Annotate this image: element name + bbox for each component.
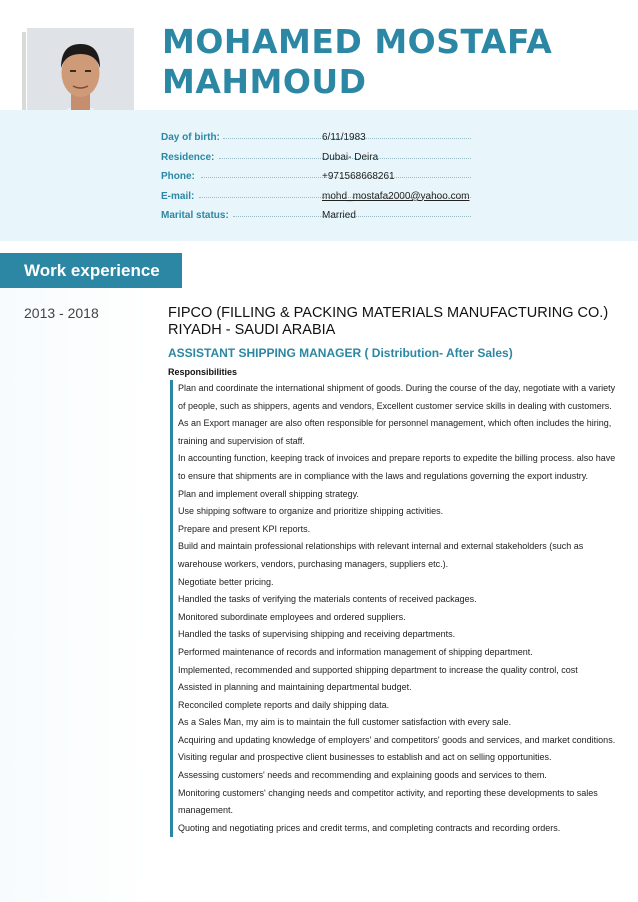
bullet-bar-icon	[170, 503, 173, 521]
list-item	[168, 609, 618, 627]
list-item-text: Assessing customers' needs and recommending and explaining goods and services to them.	[178, 770, 547, 781]
bullet-bar-icon	[170, 679, 173, 697]
info-label: E-mail:	[161, 190, 195, 202]
list-item	[168, 697, 618, 715]
info-row-birthdate	[161, 128, 631, 148]
list-item	[168, 767, 618, 785]
bullet-bar-icon	[170, 574, 173, 592]
list-item-text: Assisted in planning and maintaining departmental budget.	[178, 682, 412, 693]
list-item-text: Negotiate better pricing.	[178, 576, 274, 587]
responsibilities-list	[168, 380, 618, 837]
employment-dates: 2013 - 2018	[24, 305, 99, 321]
bullet-bar-icon	[170, 785, 173, 820]
bullet-bar-icon	[170, 732, 173, 750]
list-item-text: Build and maintain professional relationships with relevant internal and external stakeholders (such as warehouse workers, vendors, purchasing managers, suppliers etc.).	[178, 541, 584, 569]
list-item-text: As a Sales Man, my aim is to maintain the full customer satisfaction with every sale.	[178, 717, 512, 728]
work-experience-heading: Work experience	[0, 253, 182, 288]
bullet-bar-icon	[170, 644, 173, 662]
list-item-text: Acquiring and updating knowledge of employers' and competitors' goods and services, and market conditions.	[178, 734, 616, 745]
bullet-bar-icon	[170, 450, 173, 485]
list-item	[168, 662, 618, 680]
bullet-bar-icon	[170, 609, 173, 627]
info-label: Residence:	[161, 151, 215, 163]
info-row-residence	[161, 148, 631, 168]
list-item	[168, 486, 618, 504]
bullet-bar-icon	[170, 820, 173, 838]
list-item-text: Prepare and present KPI reports.	[178, 523, 311, 534]
info-label: Marital status:	[161, 210, 229, 222]
job-title: ASSISTANT SHIPPING MANAGER ( Distribution- After Sales)	[168, 346, 513, 360]
list-item-text: Reconciled complete reports and daily shipping data.	[178, 699, 390, 710]
list-item-text: Handled the tasks of supervising shipping and receiving departments.	[178, 629, 456, 640]
email-link[interactable]: mohd_mostafa2000@yahoo.com	[322, 190, 470, 202]
info-value: +971568668261	[322, 171, 395, 183]
info-value: Dubai- Deira	[322, 151, 379, 163]
list-item	[168, 749, 618, 767]
list-item-text: Monitored subordinate employees and ordered suppliers.	[178, 611, 406, 622]
bullet-bar-icon	[170, 538, 173, 573]
bullet-bar-icon	[170, 697, 173, 715]
info-label: Phone:	[161, 171, 195, 183]
list-item	[168, 591, 618, 609]
info-row-marital-status	[161, 206, 631, 226]
bullet-bar-icon	[170, 626, 173, 644]
info-row-phone	[161, 167, 631, 187]
list-item	[168, 714, 618, 732]
list-item	[168, 574, 618, 592]
info-value: Married	[322, 210, 356, 222]
bullet-bar-icon	[170, 767, 173, 785]
list-item	[168, 503, 618, 521]
bullet-bar-icon	[170, 486, 173, 504]
bullet-bar-icon	[170, 662, 173, 680]
list-item-text: In accounting function, keeping track of invoices and prepare reports to expedite the billing process. also have to ensure that shipments are in compliance with the laws and regulations governing the export industry.	[178, 453, 616, 481]
list-item-text: Use shipping software to organize and prioritize shipping activities.	[178, 506, 444, 517]
info-value: 6/11/1983	[322, 132, 366, 144]
company-name: FIPCO (FILLING & PACKING MATERIALS MANUFACTURING CO.) RIYADH - SAUDI ARABIA	[168, 305, 609, 338]
info-label: Day of birth:	[161, 132, 220, 144]
bullet-bar-icon	[170, 521, 173, 539]
list-item	[168, 521, 618, 539]
list-item	[168, 626, 618, 644]
bullet-bar-icon	[170, 749, 173, 767]
list-item-text: Visiting regular and prospective client businesses to establish and act on selling opportunities.	[178, 752, 552, 763]
list-item	[168, 538, 618, 573]
list-item	[168, 785, 618, 820]
bullet-bar-icon	[170, 380, 173, 450]
list-item-text: Plan and implement overall shipping strategy.	[178, 488, 359, 499]
list-item-text: Quoting and negotiating prices and credit terms, and completing contracts and recording orders.	[178, 822, 561, 833]
list-item-text: Handled the tasks of verifying the materials contents of received packages.	[178, 594, 477, 605]
bullet-bar-icon	[170, 591, 173, 609]
list-item	[168, 380, 618, 450]
list-item	[168, 679, 618, 697]
candidate-name: MOHAMED MOSTAFA MAHMOUD	[162, 22, 553, 101]
bullet-bar-icon	[170, 714, 173, 732]
list-item	[168, 450, 618, 485]
list-item-text: Performed maintenance of records and information management of shipping department.	[178, 646, 533, 657]
responsibilities-heading: Responsibilities	[168, 367, 238, 377]
date-column-background	[0, 288, 154, 902]
list-item	[168, 644, 618, 662]
list-item-text: Implemented, recommended and supported shipping department to increase the quality control, cost	[178, 664, 578, 675]
list-item	[168, 732, 618, 750]
personal-info-table	[161, 128, 631, 226]
info-row-email	[161, 187, 631, 207]
list-item-text: Monitoring customers' changing needs and competitor activity, and reporting these developments to sales management.	[178, 787, 598, 816]
list-item-text: Plan and coordinate the international shipment of goods. During the course of the day, negotiate with a variety of people, such as shippers, agents and vendors, Excellent customer service skills in dealing with customers. As an Export manager are also often responsible for personnel management, which often includes the hiring, training and supervision of staff.	[178, 383, 616, 446]
list-item	[168, 820, 618, 838]
